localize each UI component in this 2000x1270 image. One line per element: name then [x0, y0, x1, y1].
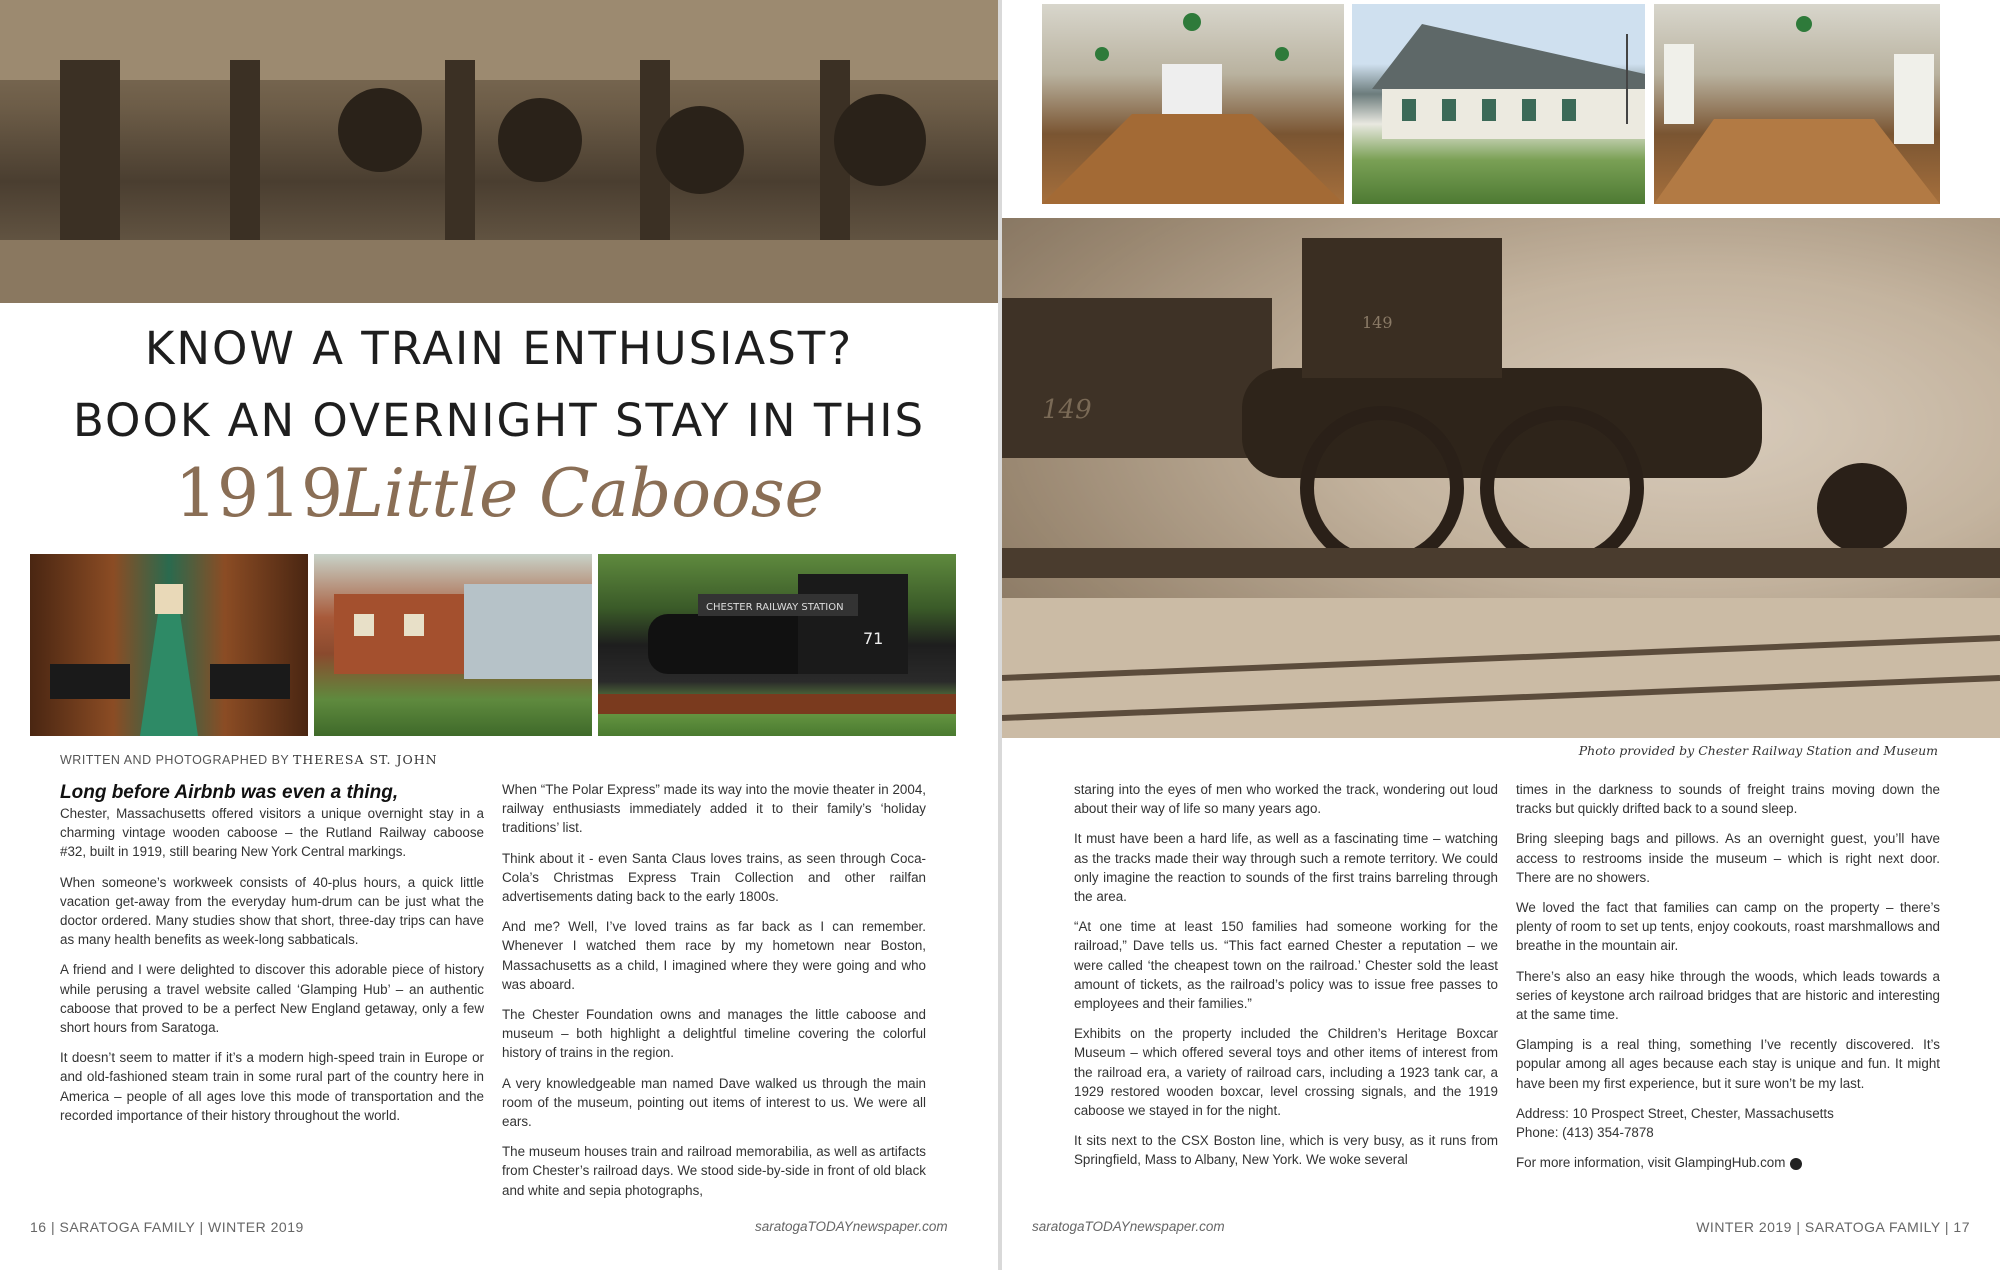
roundhouse-photo — [0, 0, 998, 303]
locomotive-tender-number: 149 — [1042, 395, 1092, 425]
article-column-2 — [502, 780, 926, 1211]
col2-paragraph: Think about it - even Santa Claus loves trains, as seen through Coca-Cola’s Christmas Express Train Collection and other railfan advertisements dating back to the early 1800s. — [502, 850, 926, 905]
col3-paragraph: staring into the eyes of men who worked the track, wondering out loud about their way of life so many years ago. — [1074, 782, 1498, 817]
right-page — [1002, 0, 2000, 1270]
end-mark-icon — [1790, 1158, 1802, 1170]
footer-right-url: saratogaTODAYnewspaper.com — [1032, 1219, 1225, 1234]
col2-paragraph: The Chester Foundation owns and manages the little caboose and museum – both highlight a delightful timeline covering the colorful history of trains in the region. — [502, 1007, 926, 1061]
col3-paragraph: It must have been a hard life, as well as a fascinating time – watching as the tracks made their way through such a remote territory. We could only imagine the reaction to sounds of the first trains barreling through the area. — [1074, 831, 1498, 905]
caboose-exterior-photo — [314, 554, 592, 736]
address: Address: 10 Prospect Street, Chester, Massachusetts — [1516, 1105, 1834, 1121]
col4-paragraph: Glamping is a real thing, something I’ve recently discovered. It’s popular among all ages because each stay is unique and fun. It might have been my first experience, but it sure won’t be my last. — [1516, 1037, 1940, 1091]
article-lead: Long before Airbnb was even a thing, — [60, 782, 399, 803]
col4-paragraph: There’s also an easy hike through the woods, which leads towards a series of keystone arch railroad bridges that are historic and interesting at the same time. — [1516, 968, 1940, 1023]
museum-interior-photo — [1042, 4, 1344, 204]
footer-left-url: saratogaTODAYnewspaper.com — [755, 1219, 948, 1234]
phone: Phone: (413) 354-7878 — [1516, 1125, 1654, 1141]
locomotive-71-sign: CHESTER RAILWAY STATION — [706, 602, 844, 613]
col4-paragraph: Bring sleeping bags and pillows. As an overnight guest, you’ll have access to restrooms inside the museum – which is right next door. There are no showers. — [1516, 831, 1940, 885]
caboose-exterior-illustration — [314, 554, 592, 736]
locomotive-71-photo — [598, 554, 956, 736]
locomotive-cab-number: 149 — [1362, 313, 1393, 332]
left-page — [0, 0, 998, 1270]
more-info-text: For more information, visit GlampingHub.com — [1516, 1155, 1786, 1171]
museum-interior-illustration — [1042, 4, 1344, 204]
headline-line-1: KNOW A TRAIN ENTHUSIAST? — [144, 322, 854, 375]
article-column-1 — [60, 782, 484, 1136]
more-info — [1516, 1153, 1940, 1172]
station-building-illustration — [1352, 4, 1645, 204]
col1-paragraph: Chester, Massachusetts offered visitors a unique overnight stay in a charming vintage wooden caboose – the Rutland Railway caboose #32, built in 1919, still bearing New York Central markings. — [60, 806, 484, 860]
byline-author: THERESA ST. JOHN — [293, 752, 438, 767]
article-column-3 — [1074, 780, 1498, 1181]
headline-script: Little Caboose — [340, 455, 824, 532]
col3-paragraph: “At one time at least 150 families had someone working for the railroad,” Dave tells us. “This fact earned Chester a reputation – we were called ‘the cheapest town on the railroad.’ Chester sold the least amount of tickets, as the railroad’s policy was to issue free passes to employees and their families.” — [1074, 919, 1498, 1012]
roundhouse-illustration — [0, 0, 998, 303]
article-column-4 — [1516, 780, 1940, 1183]
col1-paragraph: It doesn’t seem to matter if it’s a modern high-speed train in Europe or and old-fashioned steam train in some rural part of the country here in America – people of all ages love this mode of transportation and the recorded importance of their history throughout the world. — [60, 1050, 484, 1123]
col3-paragraph: Exhibits on the property included the Children’s Heritage Boxcar Museum – which offered several toys and other items of interest from the railroad era, a variety of railroad cars, including a 1923 tank car, a 1929 restored wooden boxcar, level crossing signals, and the 1919 caboose we stayed in for the night. — [1074, 1026, 1498, 1119]
col4-paragraph: times in the darkness to sounds of freight trains moving down the tracks but quickly drifted back to a sound sleep. — [1516, 782, 1940, 817]
caboose-interior-photo — [30, 554, 308, 736]
footer-right-folio: WINTER 2019 | SARATOGA FAMILY | 17 — [1696, 1219, 1970, 1235]
col1-paragraph: A friend and I were delighted to discover this adorable piece of history while perusing a travel website called ‘Glamping Hub’ – an authentic caboose that proved to be a perfect New England getaway, only a few short hours from Saratoga. — [60, 962, 484, 1036]
col2-paragraph: A very knowledgeable man named Dave walked us through the main room of the museum, pointing out items of interest to us. We were all ears. — [502, 1075, 926, 1130]
historic-locomotive-illustration — [1002, 218, 2000, 738]
col3-paragraph: It sits next to the CSX Boston line, which is very busy, as it runs from Springfield, Mass to Albany, New York. We woke several — [1074, 1133, 1498, 1168]
locomotive-71-illustration — [598, 554, 956, 736]
museum-room-illustration — [1654, 4, 1940, 204]
locomotive-71-number: 71 — [863, 629, 884, 648]
col2-paragraph: And me? Well, I’ve loved trains as far back as I can remember. Whenever I watched them race by my hometown near Boston, Massachusetts as a child, I imagined where they were going and who was aboard. — [502, 919, 926, 992]
headline-year: 1919 — [175, 455, 343, 532]
col4-paragraph: We loved the fact that families can camp on the property – there’s plenty of room to set up tents, enjoy cookouts, roast marshmallows and breathe in the mountain air. — [1516, 900, 1940, 954]
museum-room-photo — [1654, 4, 1940, 204]
photo-credit: Photo provided by Chester Railway Station and Museum — [1578, 743, 1938, 758]
address-block — [1516, 1104, 1940, 1142]
col1-paragraph: When someone’s workweek consists of 40-plus hours, a quick little vacation get-away from the everyday hum-drum can be just what the doctor ordered. Many studies show that short, three-day trips can have as many health benefits as week-long sabbaticals. — [60, 874, 484, 948]
col2-paragraph: The museum houses train and railroad memorabilia, as well as artifacts from Chester’s railroad days. We stood side-by-side in front of old black and white and sepia photographs, — [502, 1144, 926, 1198]
byline — [60, 752, 438, 767]
headline-line-2: BOOK AN OVERNIGHT STAY IN THIS — [72, 394, 926, 447]
caboose-interior-illustration — [30, 554, 308, 736]
footer-left-folio: 16 | SARATOGA FAMILY | WINTER 2019 — [30, 1219, 304, 1235]
station-building-photo — [1352, 4, 1645, 204]
byline-prefix: WRITTEN AND PHOTOGRAPHED BY — [60, 753, 290, 767]
col2-paragraph: When “The Polar Express” made its way into the movie theater in 2004, railway enthusiasts immediately added it to their family’s ‘holiday traditions’ list. — [502, 782, 926, 836]
historic-locomotive-photo — [1002, 218, 2000, 738]
